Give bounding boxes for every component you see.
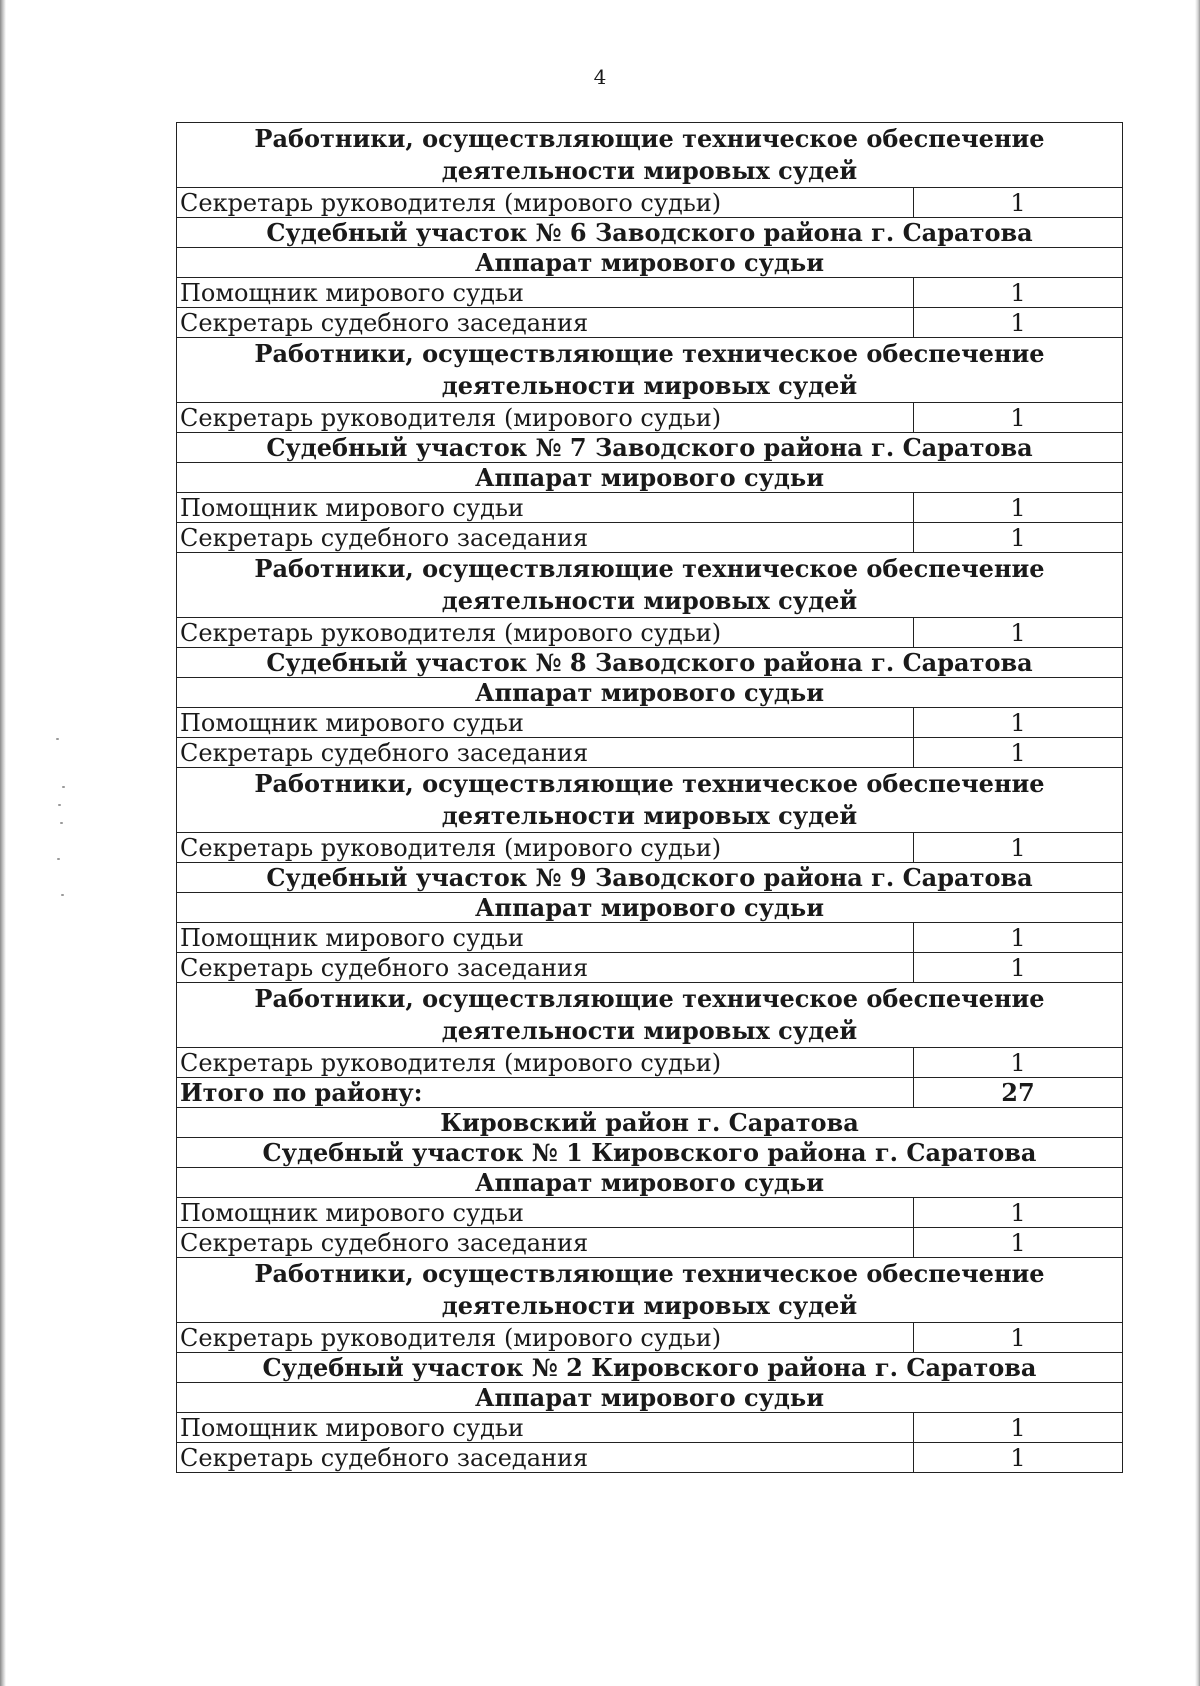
position-name: Помощник мирового судьи: [177, 278, 914, 308]
table-row: [177, 833, 1123, 863]
position-name: Секретарь судебного заседания: [177, 523, 914, 553]
section-header: Аппарат мирового судьи: [177, 893, 1123, 923]
table-row: [177, 923, 1123, 953]
section-header: Судебный участок № 6 Заводского района г. Саратова: [177, 218, 1123, 248]
section-header-row: [177, 1383, 1123, 1413]
section-header-row: [177, 1138, 1123, 1168]
section-header: Работники, осуществляющие техническое обеспечение деятельности мировых судей: [177, 123, 1123, 188]
section-header: Работники, осуществляющие техническое обеспечение деятельности мировых судей: [177, 1258, 1123, 1323]
position-quantity: 1: [914, 523, 1123, 553]
position-name: Секретарь руководителя (мирового судьи): [177, 403, 914, 433]
section-header-row: [177, 338, 1123, 403]
section-header-row: [177, 768, 1123, 833]
section-header: Аппарат мирового судьи: [177, 1168, 1123, 1198]
position-quantity: 1: [914, 708, 1123, 738]
section-header: Судебный участок № 9 Заводского района г. Саратова: [177, 863, 1123, 893]
section-header-row: [177, 248, 1123, 278]
section-header: Аппарат мирового судьи: [177, 248, 1123, 278]
total-label: Итого по району:: [177, 1078, 914, 1108]
table-row: [177, 618, 1123, 648]
position-name: Секретарь судебного заседания: [177, 308, 914, 338]
section-header: Кировский район г. Саратова: [177, 1108, 1123, 1138]
table-row: [177, 1198, 1123, 1228]
position-quantity: 1: [914, 738, 1123, 768]
position-quantity: 1: [914, 308, 1123, 338]
position-name: Помощник мирового судьи: [177, 493, 914, 523]
section-header: Работники, осуществляющие техническое обеспечение деятельности мировых судей: [177, 338, 1123, 403]
position-name: Секретарь руководителя (мирового судьи): [177, 188, 914, 218]
position-quantity: 1: [914, 1323, 1123, 1353]
section-header-row: [177, 678, 1123, 708]
table-row: [177, 1323, 1123, 1353]
position-name: Помощник мирового судьи: [177, 708, 914, 738]
table-row: [177, 953, 1123, 983]
section-header: Судебный участок № 8 Заводского района г. Саратова: [177, 648, 1123, 678]
section-header-row: [177, 1258, 1123, 1323]
table-row: [177, 1228, 1123, 1258]
table-row: [177, 308, 1123, 338]
section-header: Судебный участок № 7 Заводского района г. Саратова: [177, 433, 1123, 463]
table-row: [177, 1048, 1123, 1078]
section-header: Работники, осуществляющие техническое обеспечение деятельности мировых судей: [177, 983, 1123, 1048]
page-number: 4: [593, 65, 607, 89]
scan-edge-right: [1195, 0, 1200, 1686]
position-quantity: 1: [914, 1048, 1123, 1078]
section-header-row: [177, 983, 1123, 1048]
section-header: Судебный участок № 2 Кировского района г. Саратова: [177, 1353, 1123, 1383]
total-row: [177, 1078, 1123, 1108]
section-header-row: [177, 123, 1123, 188]
position-quantity: 1: [914, 953, 1123, 983]
position-quantity: 1: [914, 1443, 1123, 1473]
section-header-row: [177, 1353, 1123, 1383]
scan-specks: [52, 738, 72, 908]
position-quantity: 1: [914, 1228, 1123, 1258]
position-quantity: 1: [914, 493, 1123, 523]
scan-edge-left: [0, 0, 6, 1686]
position-quantity: 1: [914, 188, 1123, 218]
position-quantity: 1: [914, 1413, 1123, 1443]
section-header-row: [177, 463, 1123, 493]
position-name: Секретарь судебного заседания: [177, 1443, 914, 1473]
position-name: Секретарь руководителя (мирового судьи): [177, 833, 914, 863]
position-quantity: 1: [914, 1198, 1123, 1228]
table-row: [177, 278, 1123, 308]
position-name: Помощник мирового судьи: [177, 1198, 914, 1228]
position-name: Секретарь судебного заседания: [177, 738, 914, 768]
position-quantity: 1: [914, 403, 1123, 433]
section-header: Судебный участок № 1 Кировского района г. Саратова: [177, 1138, 1123, 1168]
section-header-row: [177, 863, 1123, 893]
section-header: Аппарат мирового судьи: [177, 463, 1123, 493]
section-header-row: [177, 648, 1123, 678]
position-name: Секретарь руководителя (мирового судьи): [177, 1048, 914, 1078]
position-name: Секретарь судебного заседания: [177, 953, 914, 983]
section-header-row: [177, 893, 1123, 923]
section-header: Работники, осуществляющие техническое обеспечение деятельности мировых судей: [177, 768, 1123, 833]
section-header-row: [177, 1108, 1123, 1138]
section-header-row: [177, 218, 1123, 248]
total-quantity: 27: [914, 1078, 1123, 1108]
position-name: Секретарь руководителя (мирового судьи): [177, 618, 914, 648]
section-header: Аппарат мирового судьи: [177, 678, 1123, 708]
position-name: Секретарь руководителя (мирового судьи): [177, 1323, 914, 1353]
table-row: [177, 188, 1123, 218]
table-row: [177, 708, 1123, 738]
section-header-row: [177, 1168, 1123, 1198]
position-quantity: 1: [914, 833, 1123, 863]
position-quantity: 1: [914, 278, 1123, 308]
section-header-row: [177, 433, 1123, 463]
position-name: Помощник мирового судьи: [177, 1413, 914, 1443]
position-name: Помощник мирового судьи: [177, 923, 914, 953]
table-row: [177, 523, 1123, 553]
position-quantity: 1: [914, 618, 1123, 648]
table-row: [177, 403, 1123, 433]
position-name: Секретарь судебного заседания: [177, 1228, 914, 1258]
staff-table: [176, 122, 1123, 1473]
table-row: [177, 493, 1123, 523]
table-row: [177, 1443, 1123, 1473]
section-header: Работники, осуществляющие техническое обеспечение деятельности мировых судей: [177, 553, 1123, 618]
position-quantity: 1: [914, 923, 1123, 953]
table-row: [177, 1413, 1123, 1443]
staff-table-body: [177, 123, 1123, 1473]
table-row: [177, 738, 1123, 768]
section-header-row: [177, 553, 1123, 618]
section-header: Аппарат мирового судьи: [177, 1383, 1123, 1413]
